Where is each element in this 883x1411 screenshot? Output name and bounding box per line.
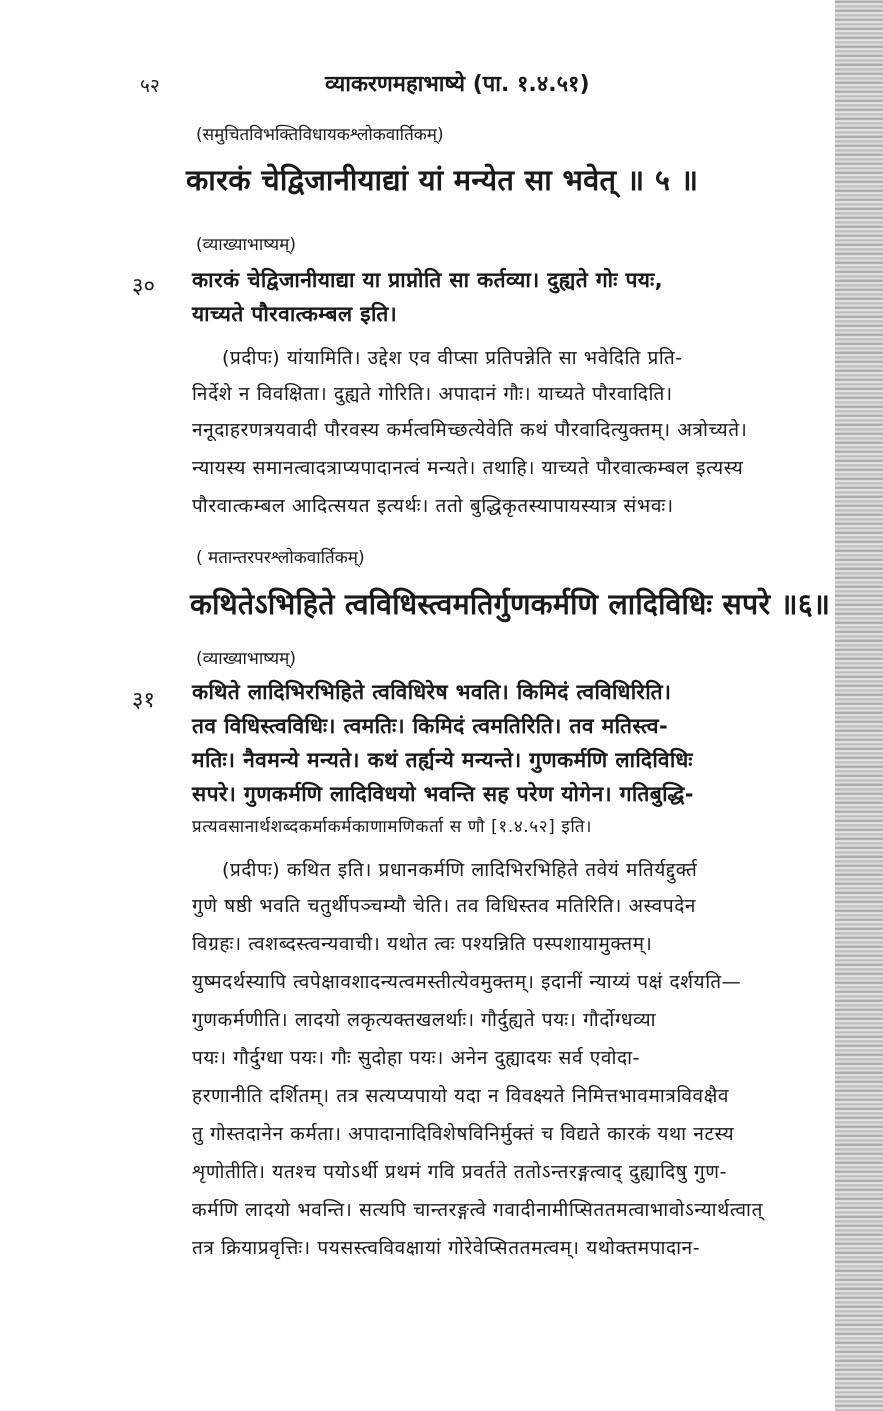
section-label: (समुचितविभक्तिविधायकश्लोकवार्तिकम्): [196, 125, 444, 145]
section-label: ( मतान्तरपरश्लोकवार्तिकम्): [196, 548, 365, 568]
page-number: ५२: [140, 75, 160, 97]
pradipa-line: हरणानीति दर्शितम्। तत्र सत्यप्यपायो यदा न विवक्ष्यते निमित्तभावमात्रविवक्षैव: [192, 1085, 730, 1107]
bhashya-line: याच्यते पौरवात्कम्बल इति।: [192, 302, 398, 326]
varttika-verse: कथितेऽभिहिते त्वविधिस्त्वमतिर्गुणकर्मणि लादिविधिः सपरे ॥६॥: [190, 587, 831, 621]
pradipa-line: युष्मदर्थस्यापि त्वपेक्षावशादन्यत्वमस्तीत्येवमुक्तम्। इदानीं न्याय्यं पक्षं दर्शयति—: [192, 971, 742, 993]
pradipa-line: गुणकर्मणीति। लादयो लकृत्यक्तखलर्थाः। गौर्दुह्यते पयः। गौर्दोग्धव्या: [192, 1009, 657, 1031]
pradipa-line: ननूदाहरणत्रयवादी पौरवस्य कर्मत्वमिच्छत्येवेति कथं पौरवादित्युक्तम्। अत्रोच्यते।: [192, 419, 748, 441]
pradipa-line: तत्र क्रियाप्रवृत्तिः। पयसस्त्वविवक्षायां गोरेवेप्सिततमत्वम्। यथोक्तमपादान-: [192, 1237, 701, 1259]
bhashya-line: सपरे। गुणकर्मणि लादिविधयो भवन्ति सह परेण योगेन। गतिबुद्धि-: [192, 782, 694, 806]
bhashya-line: कथिते लादिभिरभिहिते त्वविधिरेष भवति। किमिदं त्वविधिरिति।: [192, 680, 672, 704]
pradipa-line: विग्रहः। त्वशब्दस्त्वन्यवाची। यथोत त्वः पश्यन्निति पस्पशायामुक्तम्।: [192, 933, 653, 955]
paragraph-number: ३१: [132, 688, 155, 713]
bhashya-line: मतिः। नैवमन्ये मन्यते। कथं तर्ह्यन्ये मन्यन्ते। गुणकर्मणि लादिविधिः: [192, 748, 693, 772]
pradipa-line: निर्देशे न विवक्षिता। दुह्यते गोरिति। अपादानं गौः। याच्यते पौरवादिति।: [192, 383, 673, 405]
varttika-verse: कारकं चेद्विजानीयाद्यां यां मन्येत सा भवेत् ॥ ५ ॥: [186, 163, 699, 197]
pradipa-line: पौरवात्कम्बल आदित्सयत इत्यर्थः। ततो बुद्धिकृतस्यापायस्यात्र संभवः।: [192, 495, 674, 517]
paragraph-number: ३०: [132, 274, 155, 299]
bhashya-line: प्रत्यवसानार्थशब्दकर्माकर्मकाणामणिकर्ता स णौ [१.४.५२] इति।: [192, 817, 593, 837]
pradipa-line: कर्मणि लादयो भवन्ति। सत्यपि चान्तरङ्गत्वे गवादीनामीप्सिततमत्वाभावोऽन्यार्थत्वात्: [192, 1199, 764, 1221]
bhashya-line: तव विधिस्त्वविधिः। त्वमतिः। किमिदं त्वमतिरिति। तव मतिस्त्व-: [192, 714, 669, 738]
pradipa-line: गुणे षष्ठी भवति चतुर्थीपञ्चम्यौ चेति। तव विधिस्तव मतिरिति। अस्वपदेन: [192, 895, 697, 917]
subsection-label: (व्याख्याभाष्यम्): [196, 235, 296, 255]
page-edge-shadow: [835, 0, 883, 1411]
pradipa-line: तु गोस्तदानेन कर्मता। अपादानादिविशेषविनिर्मुक्तं च विद्यते कारकं यथा नटस्य: [192, 1123, 735, 1145]
pradipa-line: (प्रदीपः) कथित इति। प्रधानकर्मणि लादिभिरभिहिते तवेयं मतिर्यद्दुर्क्त: [222, 859, 698, 881]
subsection-label: (व्याख्याभाष्यम्): [196, 649, 296, 669]
pradipa-line: पयः। गौर्दुग्धा पयः। गौः सुदोहा पयः। अनेन दुह्यादयः सर्व एवोदा-: [192, 1047, 641, 1069]
pradipa-line: न्यायस्य समानत्वादत्राप्यपादानत्वं मन्यते। तथाहि। याच्यते पौरवात्कम्बल इत्यस्य: [192, 457, 744, 479]
bhashya-line: कारकं चेद्विजानीयाद्या या प्राप्नोति सा कर्तव्या। दुह्यते गोः पयः,: [192, 268, 663, 292]
pradipa-line: (प्रदीपः) यांयामिति। उद्देश एव वीप्सा प्रतिपन्नेति सा भवेदिति प्रति-: [222, 347, 683, 369]
pradipa-line: शृणोतीति। यतश्च पयोऽर्थी प्रथमं गवि प्रवर्तते ततोऽन्तरङ्गत्वाद् दुह्यादिषु गुण-: [192, 1161, 728, 1183]
running-title: व्याकरणमहाभाष्ये (पा. १.४.५१): [325, 72, 590, 97]
